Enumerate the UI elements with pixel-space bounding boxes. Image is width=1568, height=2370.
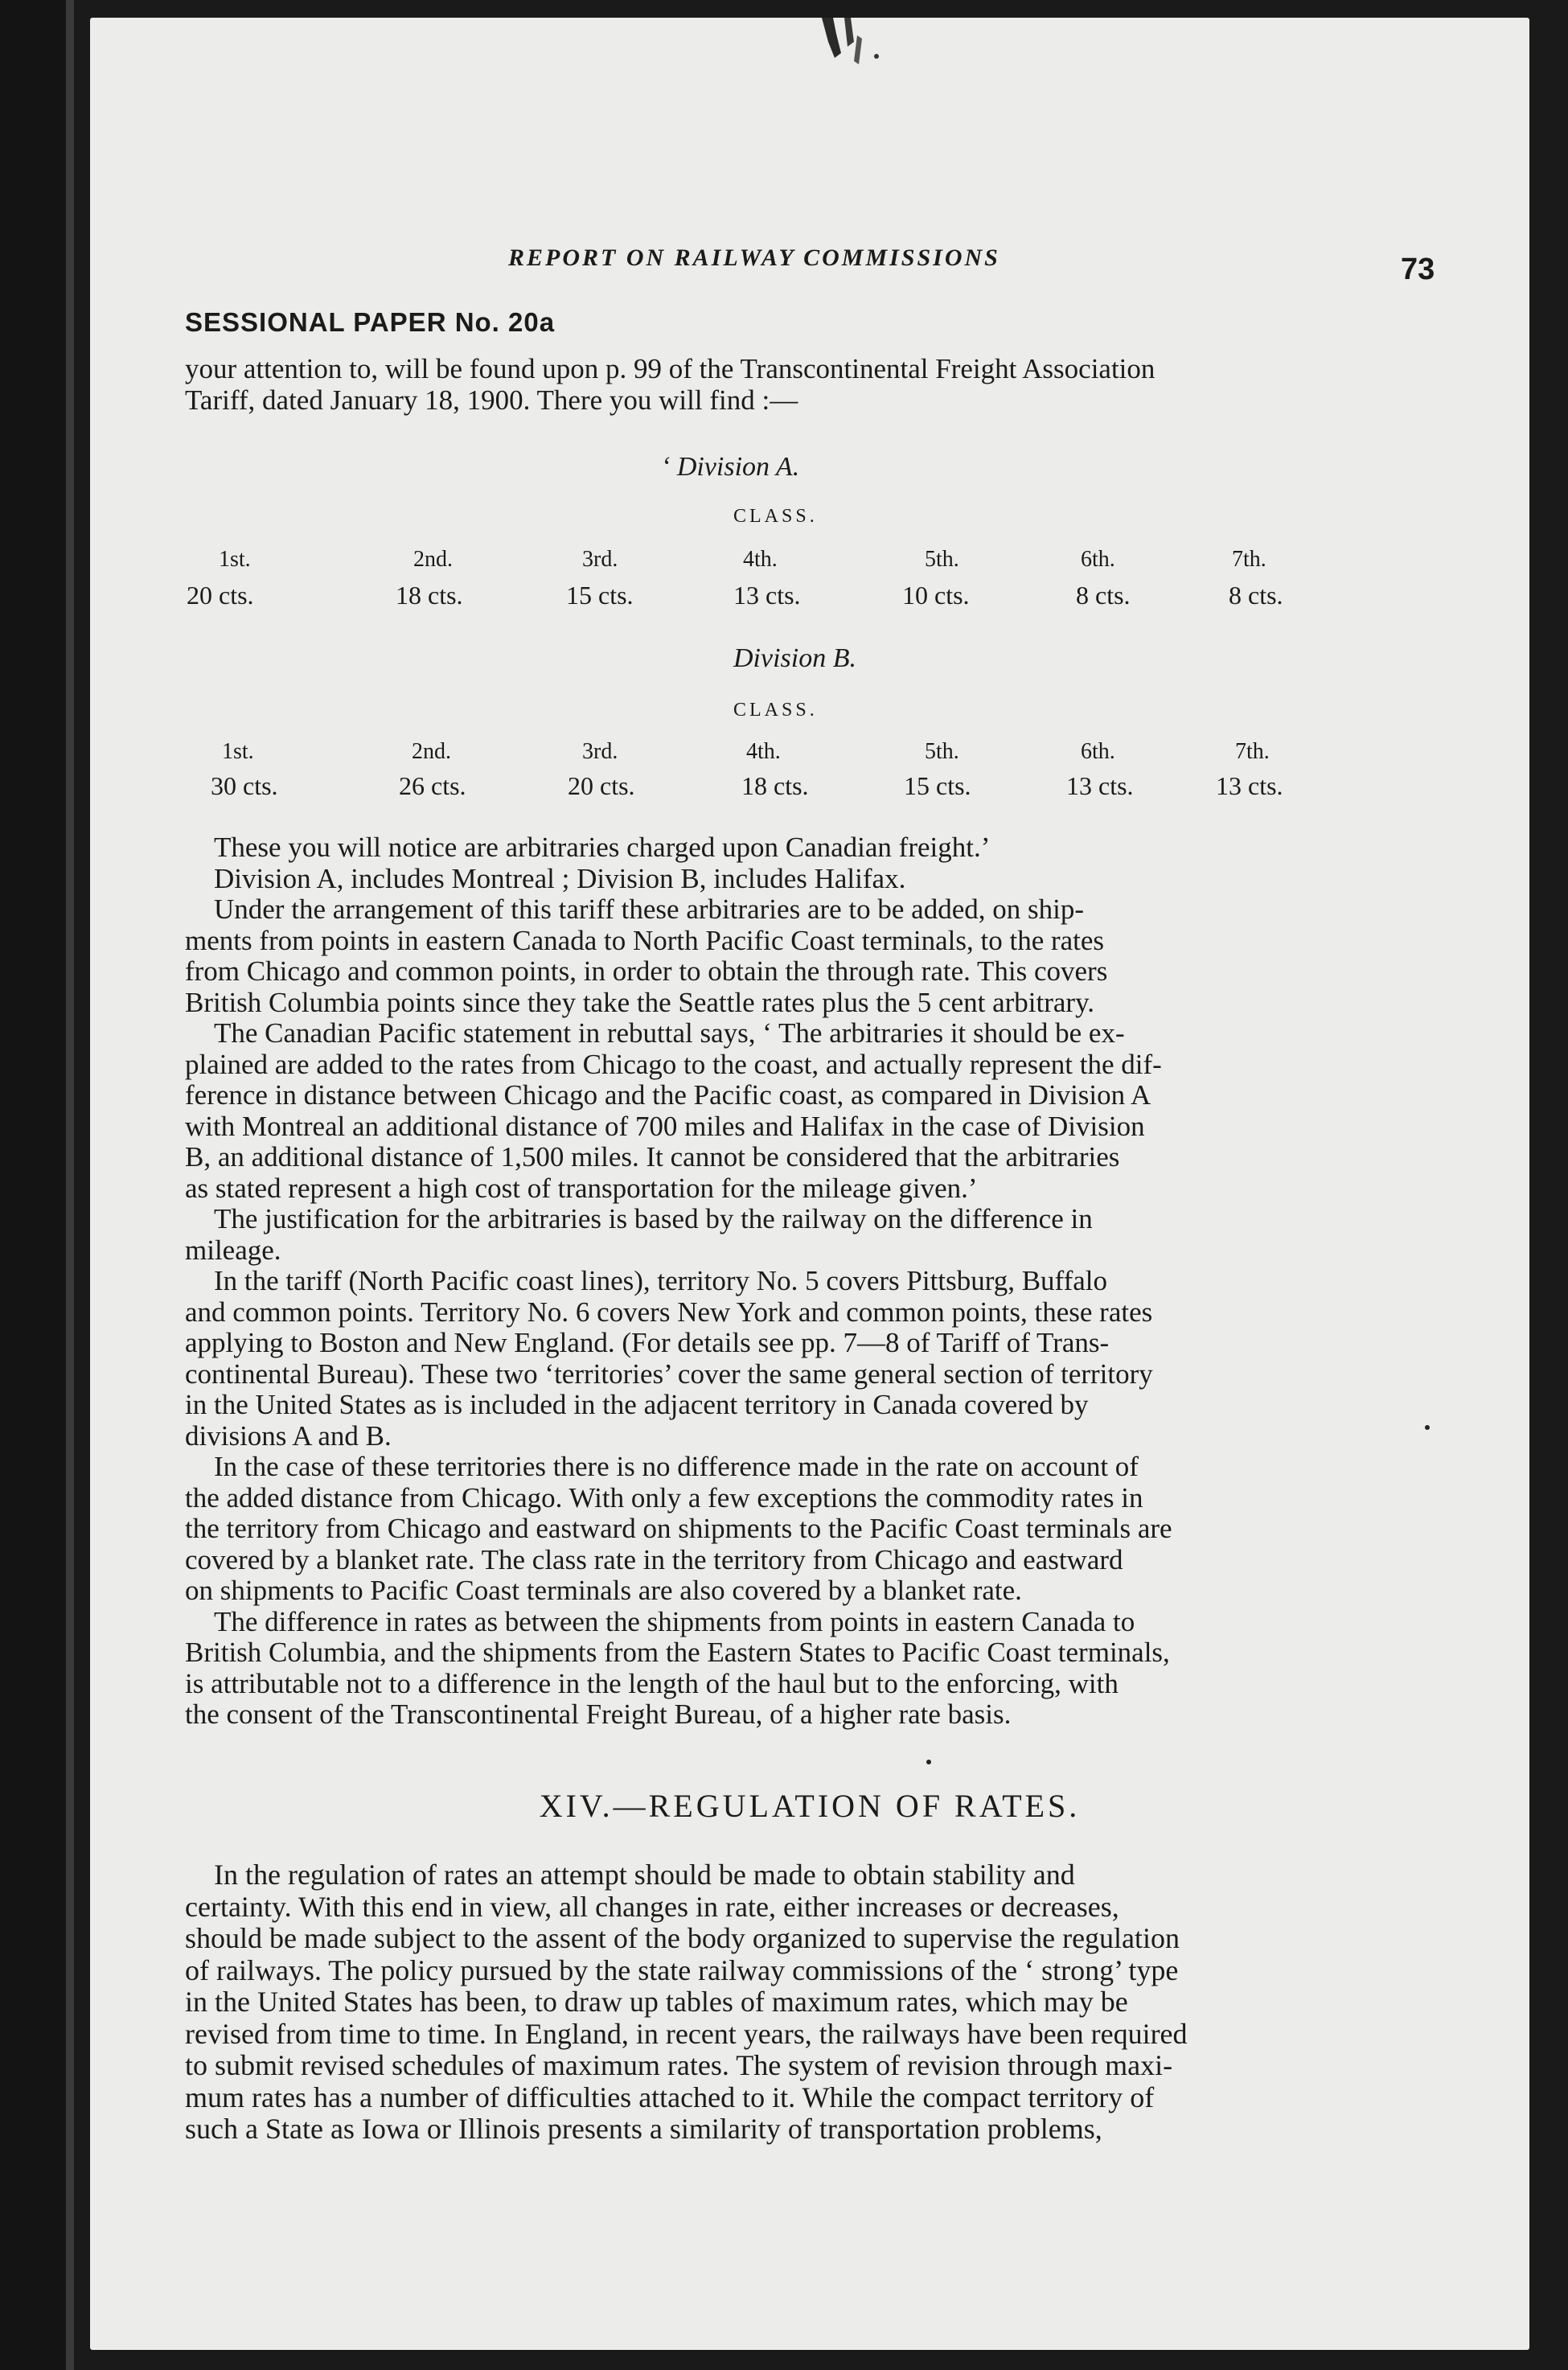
text-line: British Columbia points since they take the Seattle rates plus the 5 cent arbitrary. <box>185 987 1095 1018</box>
text-line: covered by a blanket rate. The class rate in the territory from Chicago and eastward <box>185 1544 1123 1575</box>
division-a-class-4: 4th. <box>743 547 778 572</box>
running-head: REPORT ON RAILWAY COMMISSIONS <box>508 244 1000 271</box>
division-a-rate-6: 8 cts. <box>1076 581 1131 610</box>
division-a-rate-2: 18 cts. <box>396 581 463 610</box>
division-b-rate-1: 30 cts. <box>211 771 278 800</box>
document-page <box>90 18 1529 2350</box>
text-line: the consent of the Transcontinental Freight Bureau, of a higher rate basis. <box>185 1699 1012 1730</box>
text-line: to submit revised schedules of maximum rates. The system of revision through maxi- <box>185 2050 1173 2081</box>
text-line: British Columbia, and the shipments from the Eastern States to Pacific Coast terminals, <box>185 1637 1170 1668</box>
division-b-class-5: 5th. <box>925 739 959 764</box>
division-b-title: Division B. <box>733 643 856 673</box>
division-b-class-3: 3rd. <box>582 739 618 764</box>
text-line: In the regulation of rates an attempt should be made to obtain stability and <box>214 1859 1075 1891</box>
division-a-rate-3: 15 cts. <box>566 581 634 610</box>
text-line: These you will notice are arbitraries charged upon Canadian freight.’ <box>214 832 991 863</box>
intro-paragraph <box>185 354 1447 416</box>
text-line: Under the arrangement of this tariff these arbitraries are to be added, on ship- <box>214 894 1084 925</box>
section-text <box>185 1859 1447 2146</box>
text-line: the added distance from Chicago. With only a few exceptions the commodity rates in <box>185 1482 1143 1514</box>
division-a-class-6: 6th. <box>1081 547 1115 572</box>
division-b-class-4: 4th. <box>746 739 781 764</box>
text-line: certainty. With this end in view, all changes in rate, either increases or decreases, <box>185 1891 1119 1923</box>
division-a-rate-5: 10 cts. <box>902 581 970 610</box>
division-a-rate-1: 20 cts. <box>187 581 254 610</box>
text-line: In the tariff (North Pacific coast lines), territory No. 5 covers Pittsburg, Buffalo <box>214 1266 1107 1296</box>
body-text <box>185 832 1447 1731</box>
division-b-rate-7: 13 cts. <box>1216 771 1283 800</box>
text-line: Tariff, dated January 18, 1900. There you will find :— <box>185 384 798 416</box>
text-line: The justification for the arbitraries is based by the railway on the difference in <box>214 1204 1093 1234</box>
text-line: continental Bureau). These two ‘territories’ cover the same general section of territory <box>185 1358 1153 1390</box>
division-a-class-3: 3rd. <box>582 547 618 572</box>
text-line: of railways. The policy pursued by the state railway commissions of the ‘ strong’ type <box>185 1954 1179 1986</box>
page-number: 73 <box>1401 253 1435 286</box>
text-line: mileage. <box>185 1234 281 1266</box>
text-line: The difference in rates as between the shipments from points in eastern Canada to <box>214 1606 1135 1637</box>
division-b-rate-6: 13 cts. <box>1066 771 1134 800</box>
text-line: your attention to, will be found upon p. 99 of the Transcontinental Freight Association <box>185 354 1155 384</box>
text-line: with Montreal an additional distance of 700 miles and Halifax in the case of Division <box>185 1111 1145 1142</box>
division-b-rate-4: 18 cts. <box>741 771 809 800</box>
text-line: ference in distance between Chicago and the Pacific coast, as compared in Division A <box>185 1080 1151 1111</box>
text-line: from Chicago and common points, in order to obtain the through rate. This covers <box>185 956 1108 987</box>
text-line: the territory from Chicago and eastward on shipments to the Pacific Coast terminals are <box>185 1514 1172 1544</box>
text-line: in the United States has been, to draw up tables of maximum rates, which may be <box>185 1986 1128 2018</box>
division-a-rate-7: 8 cts. <box>1229 581 1283 610</box>
stray-dot <box>926 1760 931 1764</box>
division-a-class-2: 2nd. <box>413 547 453 572</box>
text-line: and common points. Territory No. 6 covers New York and common points, these rates <box>185 1296 1153 1328</box>
scan-speck-marks <box>806 18 902 74</box>
division-b-class-1: 1st. <box>222 739 254 764</box>
text-line: Division A, includes Montreal ; Division B, includes Halifax. <box>214 863 906 894</box>
sessional-paper-label: SESSIONAL PAPER No. 20a <box>185 307 556 337</box>
text-line: ments from points in eastern Canada to North Pacific Coast terminals, to the rates <box>185 925 1105 956</box>
division-b-class-label: CLASS. <box>733 700 818 721</box>
text-line: The Canadian Pacific statement in rebuttal says, ‘ The arbitraries it should be ex- <box>214 1018 1125 1049</box>
division-a-class-label: CLASS. <box>733 506 818 527</box>
text-line: is attributable not to a difference in the length of the haul but to the enforcing, with <box>185 1668 1119 1699</box>
text-line: plained are added to the rates from Chicago to the coast, and actually represent the dif- <box>185 1049 1162 1080</box>
text-line: in the United States as is included in the adjacent territory in Canada covered by <box>185 1390 1089 1420</box>
text-line: on shipments to Pacific Coast terminals are also covered by a blanket rate. <box>185 1575 1022 1606</box>
division-b-class-2: 2nd. <box>412 739 451 764</box>
division-b-class-7: 7th. <box>1235 739 1270 764</box>
division-b-rate-3: 20 cts. <box>568 771 635 800</box>
text-line: as stated represent a high cost of transportation for the mileage given.’ <box>185 1173 978 1204</box>
text-line: should be made subject to the assent of the body organized to supervise the regulation <box>185 1923 1180 1954</box>
division-a-class-5: 5th. <box>925 547 959 572</box>
text-line: mum rates has a number of difficulties attached to it. While the compact territory of <box>185 2081 1155 2113</box>
division-b-rate-2: 26 cts. <box>399 771 466 800</box>
text-line: divisions A and B. <box>185 1420 392 1452</box>
text-line: such a State as Iowa or Illinois presents a similarity of transportation problems, <box>185 2113 1102 2145</box>
division-a-title: ‘ Division A. <box>661 452 800 482</box>
stray-dot <box>1425 1425 1430 1430</box>
section-heading: XIV.—REGULATION OF RATES. <box>539 1788 1081 1824</box>
text-line: B, an additional distance of 1,500 miles. It cannot be considered that the arbitraries <box>185 1142 1120 1173</box>
division-a-rate-4: 13 cts. <box>733 581 801 610</box>
division-b-rate-5: 15 cts. <box>904 771 971 800</box>
text-line: revised from time to time. In England, in recent years, the railways have been required <box>185 2018 1188 2050</box>
scan-left-margin <box>0 0 74 2370</box>
division-a-class-7: 7th. <box>1232 547 1266 572</box>
division-a-class-1: 1st. <box>219 547 251 572</box>
text-line: applying to Boston and New England. (For details see pp. 7—8 of Tariff of Trans- <box>185 1328 1110 1358</box>
text-line: In the case of these territories there is no difference made in the rate on account of <box>214 1452 1139 1482</box>
division-b-class-6: 6th. <box>1081 739 1115 764</box>
